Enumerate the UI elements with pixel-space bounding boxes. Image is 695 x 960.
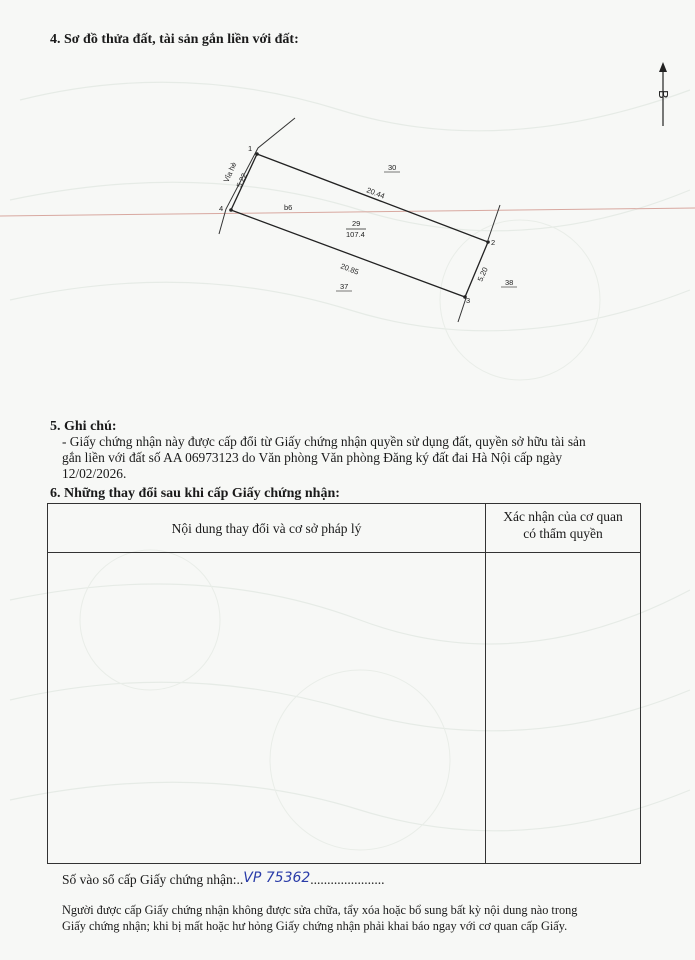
note-line-2: gắn liền với đất số AA 06973123 do Văn phòng Văn phòng Đăng ký đất đai Hà Nội cấp ngày (62, 450, 563, 465)
warning-text (62, 902, 652, 934)
street-label: Vỉa hè (221, 160, 239, 184)
changes-confirmation-cell (486, 553, 641, 864)
point-label-4: 4 (219, 204, 224, 213)
column-header-content (48, 504, 486, 553)
plot-area: 107.4 (346, 230, 365, 239)
point-label-2: 2 (491, 238, 496, 247)
vertex-2 (486, 240, 490, 244)
neighbor-label-road: b6 (284, 203, 293, 212)
vertex-1 (255, 152, 259, 156)
note-line-1: - Giấy chứng nhận này được cấp đổi từ Giấy chứng nhận quyền sử dụng đất, quyền sở hữu tài sản (62, 434, 586, 449)
reference-line (0, 208, 695, 216)
changes-table-body (48, 553, 641, 864)
changes-content-cell (48, 553, 486, 864)
neighbor-label-right: 38 (505, 278, 514, 287)
section4-title: 4. Sơ đồ thửa đất, tài sản gắn liền với đất: (50, 32, 299, 47)
note-line-3: 12/02/2026. (62, 466, 127, 481)
column-header-content-label: Nội dung thay đổi và cơ sở pháp lý (171, 520, 362, 536)
section6-title: 6. Những thay đổi sau khi cấp Giấy chứng nhận: (50, 486, 340, 501)
column-header-confirmation-line2: có thẩm quyền (523, 526, 603, 541)
column-header-confirmation-line1: Xác nhận của cơ quan (503, 509, 623, 524)
registry-dots-after: ...................... (310, 872, 385, 887)
edge-label-left: 5.22 (234, 171, 249, 189)
section5-title: 5. Ghi chú: (50, 419, 117, 434)
column-header-confirmation (486, 504, 641, 553)
neighbor-label-bottom: 37 (340, 282, 349, 291)
neighbor-edge-bottom (458, 298, 466, 322)
north-label: B (656, 90, 671, 99)
land-plot-diagram (0, 55, 695, 375)
registry-number: VP 75362 (243, 870, 311, 886)
edge-label-right: 5.20 (475, 265, 490, 283)
warning-line-2: Giấy chứng nhận; khi bị mất hoặc hư hỏng Giấy chứng nhận phải khai báo ngay với cơ quan cấp Giấy. (62, 919, 568, 933)
changes-table-header (48, 504, 641, 553)
warning-line-1: Người được cấp Giấy chứng nhận không được sửa chữa, tẩy xóa hoặc bổ sung bất kỳ nội dung nào trong (62, 903, 578, 917)
neighbor-label-top: 30 (388, 163, 397, 172)
north-arrow-icon (656, 62, 671, 126)
edge-label-top: 20.44 (365, 185, 387, 201)
registry-number-line (62, 872, 385, 888)
plot-number: 29 (352, 219, 361, 228)
changes-table (47, 503, 641, 864)
registry-label: Số vào sổ cấp Giấy chứng nhận: (62, 872, 237, 887)
point-label-1: 1 (248, 144, 253, 153)
point-label-3: 3 (466, 296, 471, 305)
edge-label-bottom: 20.85 (339, 261, 361, 277)
registry-dots-before: .. (236, 872, 244, 887)
vertex-4 (229, 208, 233, 212)
